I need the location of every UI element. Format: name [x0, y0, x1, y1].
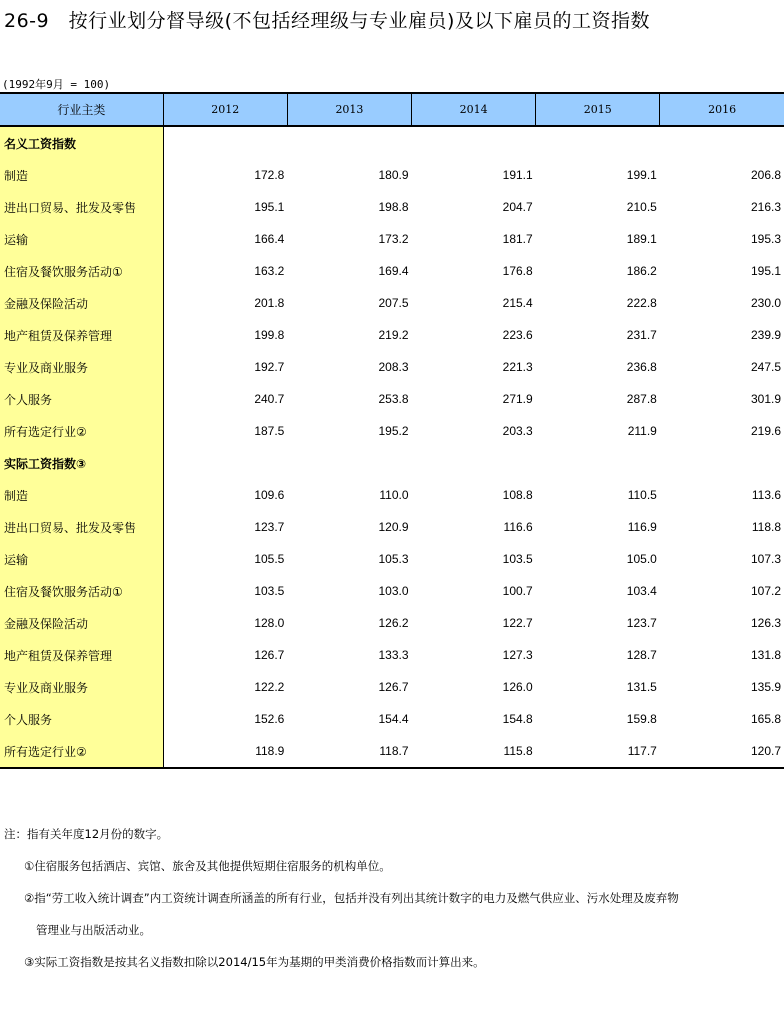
- industry-label: 制造: [0, 159, 163, 191]
- index-value-cell: 154.8: [502, 712, 533, 726]
- index-value-cell: 287.8: [626, 392, 657, 406]
- index-value-cell: 230.0: [750, 296, 781, 310]
- index-value-cell: 105.0: [626, 552, 657, 566]
- table-row: [0, 383, 784, 415]
- index-value-cell: 189.1: [626, 232, 657, 246]
- index-value-cell: 159.8: [626, 712, 657, 726]
- index-value-cell: 201.8: [254, 296, 285, 310]
- industry-label: 运输: [0, 223, 163, 255]
- empty-cell: [536, 447, 660, 479]
- industry-label: 住宿及餐饮服务活动①: [0, 575, 163, 607]
- index-value-cell: 118.7: [287, 735, 411, 768]
- industry-label: 地产租赁及保养管理: [0, 319, 163, 351]
- index-value-cell: 113.6: [751, 488, 781, 502]
- index-value-cell: 165.8: [750, 712, 781, 726]
- footnote-2-continued: 管理业与出版活动业。: [36, 923, 151, 937]
- index-value-cell: 271.9: [502, 392, 533, 406]
- index-value-cell: 215.4: [502, 296, 533, 310]
- index-value-cell: 116.9: [627, 520, 657, 534]
- index-value-cell: 120.9: [378, 520, 409, 534]
- index-value-cell: 236.8: [626, 360, 657, 374]
- footnote-3: ③实际工资指数是按其名义指数扣除以2014/15年为基期的甲类消费价格指数而计算出来。: [24, 955, 485, 969]
- index-value-cell: 222.8: [626, 296, 657, 310]
- index-value-cell: 172.8: [254, 168, 285, 182]
- table-row: [0, 255, 784, 287]
- table-row: [0, 191, 784, 223]
- index-value-cell: 203.3: [502, 424, 533, 438]
- index-value-cell: 210.5: [626, 200, 657, 214]
- index-value-cell: 176.8: [502, 264, 533, 278]
- index-value-cell: 181.7: [502, 232, 533, 246]
- index-value-cell: 128.0: [254, 616, 285, 630]
- industry-label: 个人服务: [0, 383, 163, 415]
- index-value-cell: 204.7: [502, 200, 533, 214]
- column-header-year: 2015: [536, 93, 660, 126]
- index-value-cell: 198.8: [378, 200, 409, 214]
- index-value-cell: 131.5: [626, 680, 657, 694]
- index-value-cell: 211.9: [627, 424, 657, 438]
- index-value-cell: 216.3: [750, 200, 781, 214]
- empty-cell: [660, 447, 784, 479]
- table-row: [0, 735, 784, 768]
- index-value-cell: 187.5: [254, 424, 285, 438]
- empty-cell: [536, 126, 660, 159]
- index-value-cell: 110.0: [379, 488, 409, 502]
- index-value-cell: 135.9: [750, 680, 781, 694]
- industry-label: 住宿及餐饮服务活动①: [0, 255, 163, 287]
- index-value-cell: 253.8: [378, 392, 409, 406]
- table-row: [0, 575, 784, 607]
- index-value-cell: 152.6: [254, 712, 285, 726]
- empty-cell: [287, 447, 411, 479]
- industry-label: 进出口贸易、批发及零售: [0, 511, 163, 543]
- empty-cell: [412, 447, 536, 479]
- index-value-cell: 239.9: [750, 328, 781, 342]
- index-value-cell: 231.7: [626, 328, 657, 342]
- column-header-industry: 行业主类: [0, 93, 163, 126]
- table-row: [0, 479, 784, 511]
- table-row: [0, 287, 784, 319]
- index-value-cell: 219.2: [378, 328, 409, 342]
- index-value-cell: 221.3: [502, 360, 533, 374]
- index-value-cell: 107.2: [750, 584, 781, 598]
- index-value-cell: 247.5: [750, 360, 781, 374]
- index-value-cell: 116.6: [503, 520, 533, 534]
- index-value-cell: 107.3: [750, 552, 781, 566]
- table-body: [0, 126, 784, 768]
- index-value-cell: 122.7: [502, 616, 533, 630]
- index-value-cell: 163.2: [254, 264, 285, 278]
- industry-label: 所有选定行业②: [0, 415, 163, 447]
- index-value-cell: 173.2: [378, 232, 409, 246]
- section-heading: 实际工资指数③: [0, 447, 163, 479]
- industry-label: 专业及商业服务: [0, 671, 163, 703]
- index-value-cell: 199.1: [626, 168, 657, 182]
- index-value-cell: 123.7: [254, 520, 285, 534]
- index-value-cell: 126.3: [750, 616, 781, 630]
- table-row: [0, 671, 784, 703]
- table-row: [0, 543, 784, 575]
- index-value-cell: 208.3: [378, 360, 409, 374]
- column-header-year: 2012: [163, 93, 287, 126]
- index-value-cell: 105.3: [378, 552, 409, 566]
- empty-cell: [163, 447, 287, 479]
- index-value-cell: 195.2: [378, 424, 409, 438]
- index-value-cell: 240.7: [254, 392, 285, 406]
- index-value-cell: 195.1: [750, 264, 781, 278]
- industry-label: 专业及商业服务: [0, 351, 163, 383]
- table-row: [0, 319, 784, 351]
- index-value-cell: 110.5: [627, 488, 657, 502]
- wage-index-table: [0, 92, 784, 769]
- index-value-cell: 109.6: [254, 488, 285, 502]
- index-value-cell: 192.7: [254, 360, 285, 374]
- index-value-cell: 118.8: [751, 520, 781, 534]
- index-value-cell: 186.2: [626, 264, 657, 278]
- section-heading: 名义工资指数: [0, 126, 163, 159]
- index-value-cell: 126.0: [502, 680, 533, 694]
- section-heading-row: [0, 126, 784, 159]
- table-row: [0, 415, 784, 447]
- index-value-cell: 154.4: [378, 712, 409, 726]
- index-value-cell: 219.6: [750, 424, 781, 438]
- table-row: [0, 351, 784, 383]
- table-row: [0, 639, 784, 671]
- index-value-cell: 103.5: [254, 584, 285, 598]
- industry-label: 个人服务: [0, 703, 163, 735]
- index-value-cell: 103.0: [378, 584, 409, 598]
- industry-label: 金融及保险活动: [0, 607, 163, 639]
- index-value-cell: 223.6: [502, 328, 533, 342]
- empty-cell: [287, 126, 411, 159]
- index-value-cell: 127.3: [502, 648, 533, 662]
- index-value-cell: 199.8: [254, 328, 285, 342]
- industry-label: 制造: [0, 479, 163, 511]
- industry-label: 地产租赁及保养管理: [0, 639, 163, 671]
- empty-cell: [660, 126, 784, 159]
- index-value-cell: 131.8: [750, 648, 781, 662]
- table-row: [0, 511, 784, 543]
- index-value-cell: 166.4: [254, 232, 285, 246]
- index-value-cell: 191.1: [502, 168, 533, 182]
- index-value-cell: 133.3: [378, 648, 409, 662]
- footnotes: [4, 818, 679, 978]
- index-value-cell: 169.4: [378, 264, 409, 278]
- table-row: [0, 703, 784, 735]
- index-value-cell: 100.7: [502, 584, 533, 598]
- index-value-cell: 118.9: [163, 735, 287, 768]
- index-value-cell: 206.8: [750, 168, 781, 182]
- section-heading-row: [0, 447, 784, 479]
- index-value-cell: 195.3: [750, 232, 781, 246]
- index-value-cell: 103.5: [502, 552, 533, 566]
- index-value-cell: 207.5: [378, 296, 409, 310]
- index-value-cell: 180.9: [378, 168, 409, 182]
- index-basis-note: (1992年9月 = 100): [2, 78, 111, 91]
- industry-label: 所有选定行业②: [0, 735, 163, 768]
- index-value-cell: 120.7: [660, 735, 784, 768]
- empty-cell: [412, 126, 536, 159]
- index-value-cell: 128.7: [626, 648, 657, 662]
- index-value-cell: 115.8: [412, 735, 536, 768]
- industry-label: 金融及保险活动: [0, 287, 163, 319]
- page-title: 26-9 按行业划分督导级(不包括经理级与专业雇员)及以下雇员的工资指数: [4, 10, 650, 32]
- industry-label: 运输: [0, 543, 163, 575]
- industry-label: 进出口贸易、批发及零售: [0, 191, 163, 223]
- column-header-year: 2013: [287, 93, 411, 126]
- empty-cell: [163, 126, 287, 159]
- index-value-cell: 126.2: [378, 616, 409, 630]
- footnote-2: ②指“劳工收入统计调查”内工资统计调查所涵盖的所有行业，包括并没有列出其统计数字的电力及燃气供应业、污水处理及废弃物: [24, 891, 679, 905]
- footnote-1: ①住宿服务包括酒店、宾馆、旅舍及其他提供短期住宿服务的机构单位。: [24, 859, 391, 873]
- index-value-cell: 301.9: [750, 392, 781, 406]
- index-value-cell: 123.7: [626, 616, 657, 630]
- index-value-cell: 103.4: [626, 584, 657, 598]
- table-row: [0, 607, 784, 639]
- column-header-year: 2014: [412, 93, 536, 126]
- table-row: [0, 159, 784, 191]
- column-header-year: 2016: [660, 93, 784, 126]
- index-value-cell: 126.7: [254, 648, 285, 662]
- index-value-cell: 126.7: [378, 680, 409, 694]
- index-value-cell: 108.8: [502, 488, 533, 502]
- index-value-cell: 195.1: [254, 200, 285, 214]
- table-header-row: [0, 93, 784, 126]
- table-row: [0, 223, 784, 255]
- index-value-cell: 117.7: [536, 735, 660, 768]
- index-value-cell: 122.2: [254, 680, 285, 694]
- footnote-main: 注：指有关年度12月份的数字。: [4, 827, 169, 841]
- index-value-cell: 105.5: [254, 552, 285, 566]
